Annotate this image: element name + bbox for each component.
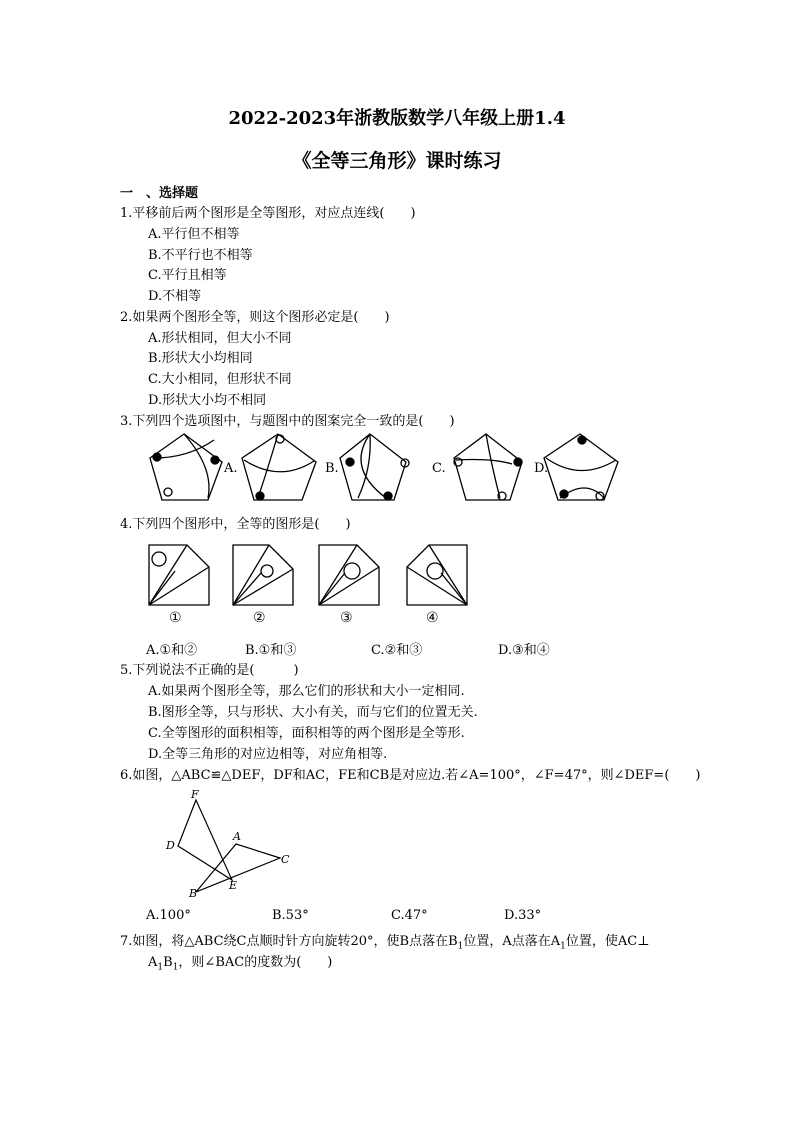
q3-option-d: D. <box>534 461 549 476</box>
q7-stem-line-1: 7.如图，将△ABC绕C点顺时针方向旋转20°，使B点落在$B_1$位置，A点落在$A_1$位置，使AC⊥ <box>120 934 650 952</box>
q4-figure-4 <box>407 545 467 605</box>
q2-option-b: B.形状大小均相同 <box>148 351 253 366</box>
q6-label-f: F <box>191 788 199 801</box>
q3-pentagon-figures <box>140 428 630 508</box>
q1-option-d: D.不相等 <box>148 289 202 304</box>
q4-square-figures <box>145 543 475 609</box>
q5-option-a: A.如果两个图形全等，那么它们的形状和大小一定相同. <box>148 684 465 699</box>
q4-stem: 4.下列四个图形中，全等的图形是( ) <box>120 517 351 532</box>
q3-option-b-pentagon <box>340 434 406 500</box>
q3-option-a-pentagon <box>242 434 316 500</box>
title-line-2: 《全等三角形》课时练习 <box>292 150 502 172</box>
q4-option-b: B.①和③ <box>245 643 297 658</box>
section-heading: 一 、选择题 <box>120 186 199 201</box>
q5-stem: 5.下列说法不正确的是( ) <box>120 663 299 678</box>
q5-option-c: C.全等图形的面积相等，面积相等的两个图形是全等形. <box>148 726 465 741</box>
q4-figure-label-4: ④ <box>426 610 439 626</box>
q4-figure-3 <box>319 545 379 605</box>
q5-option-d: D.全等三角形的对应边相等，对应角相等. <box>148 747 388 762</box>
q2-option-a: A.形状相同，但大小不同 <box>148 331 292 346</box>
q6-option-d: D.33° <box>504 908 542 923</box>
q6-label-e: E <box>229 879 238 892</box>
q1-option-c: C.平行且相等 <box>148 268 227 283</box>
q6-option-b: B.53° <box>272 908 309 923</box>
q3-option-a: A. <box>224 461 238 476</box>
q4-option-d: D.③和④ <box>498 643 550 658</box>
q3-stem: 3.下列四个选项图中，与题图中的图案完全一致的是( ) <box>120 414 455 429</box>
q1-option-b: B.不平行也不相等 <box>148 248 253 263</box>
q3-option-c-pentagon <box>454 434 522 500</box>
q4-figure-label-3: ③ <box>340 610 353 626</box>
q6-label-c: C <box>281 853 290 866</box>
q3-problem-pentagon <box>150 434 222 500</box>
q6-triangle-figure <box>160 786 300 898</box>
q4-figure-2 <box>233 545 293 605</box>
q4-figure-1 <box>149 545 209 605</box>
q6-option-c: C.47° <box>391 908 428 923</box>
q7-stem-line-2: $A_1B_1$，则∠BAC的度数为( ) <box>148 955 333 973</box>
q5-option-b: B.图形全等，只与形状、大小有关，而与它们的位置无关. <box>148 705 478 720</box>
title-line-1: 2022-2023年浙教版数学八年级上册1.4 <box>228 108 566 129</box>
q6-label-a: A <box>233 830 241 843</box>
q2-option-d: D.形状大小均不相同 <box>148 393 267 408</box>
q6-label-b: B <box>189 887 198 898</box>
q4-option-a: A.①和② <box>146 643 198 658</box>
q4-option-c: C.②和③ <box>371 643 423 658</box>
q4-figure-label-2: ② <box>253 610 266 626</box>
q2-option-c: C.大小相同，但形状不同 <box>148 372 292 387</box>
q4-figure-label-1: ① <box>169 610 182 626</box>
q3-option-c: C. <box>432 461 446 476</box>
q2-stem: 2.如果两个图形全等，则这个图形必定是( ) <box>120 310 390 325</box>
q1-stem: 1.平移前后两个图形是全等图形，对应点连线( ) <box>120 206 416 221</box>
q6-option-a: A.100° <box>146 908 191 923</box>
q6-label-d: D <box>166 839 175 852</box>
q6-stem: 6.如图，△ABC≌△DEF，DF和AC，FE和CB是对应边.若∠A=100°，∠F=47°，则∠DEF=( ) <box>120 768 701 783</box>
q3-option-b: B. <box>325 461 339 476</box>
q1-option-a: A.平行但不相等 <box>148 227 240 242</box>
